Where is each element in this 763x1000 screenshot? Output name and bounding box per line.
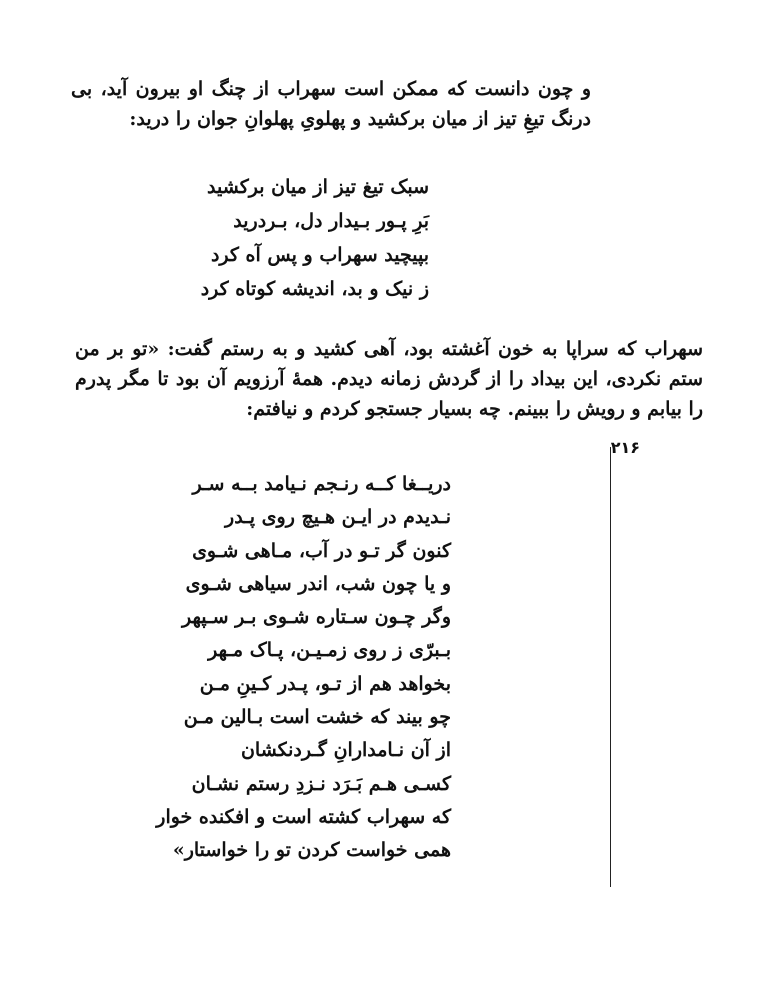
- verse-line: چو بیند که خشت است بـالین مـن: [183, 706, 451, 729]
- verse-line: بپیچید سهراب و پس آه کرد: [210, 244, 429, 266]
- verse-line: دریــغا کــه رنـجم نـیامد بــه سـر: [192, 473, 451, 495]
- verse-block-1: [201, 170, 429, 306]
- verse-line: نـدیدم در ایـن هـیچ روی پـدر: [225, 506, 451, 529]
- prose-paragraph-1: و چون دانست که ممکن است سهراب از چنگ او بیرون آید، بی درنگ تیغِ تیز از میان برکشید و پهلویِ پهلوانِ جوان را درید:: [71, 78, 591, 130]
- verse-line: بـبرّی ز روی زمـیـن، پـاک مـهر: [208, 639, 451, 662]
- verse-line: از آن نـامدارانِ گـردنکشان: [240, 739, 451, 762]
- verse-line: سبک تیغ تیز از میان برکشید: [207, 176, 429, 198]
- verse-line: بخواهد هم از تـو، پـدر کـینِ مـن: [199, 672, 451, 695]
- verse-block-2: [156, 468, 451, 868]
- prose-paragraph-2: سهراب که سراپا به خون آغشته بود، آهی کشید و به رستم گفت: «تو بر من ستم نکردی، این بیداد را از گردش زمانه دیدم. همهٔ آرزویم آن بود تا مگر پدرم را بیابم و رویش را ببینم. چه بسیار جستجو کردم و نیافتم:: [75, 338, 703, 420]
- verse-line: کسـی هـم بَـرَد نـزدِ رستم نشـان: [191, 772, 451, 795]
- verse-line: همی خواست کردن تو را خواستار»: [172, 839, 451, 862]
- verse-line: کنون گر تـو در آب، مـاهی شـوی: [192, 539, 451, 562]
- verse-line: وگر چـون سـتاره شـوی بـر سـپهر: [182, 606, 451, 629]
- margin-rule: [610, 447, 611, 887]
- page-number: ۲۱۶: [610, 438, 640, 457]
- verse-line: بَرِ پـور بـیدار دل، بـردرید: [233, 210, 429, 232]
- verse-line: و یا چون شب، اندر سیاهی شـوی: [185, 572, 451, 595]
- verse-line: ز نیک و بد، اندیشه کوتاه کرد: [200, 278, 429, 300]
- verse-line: که سهراب کشته است و افکنده خوار: [156, 805, 451, 828]
